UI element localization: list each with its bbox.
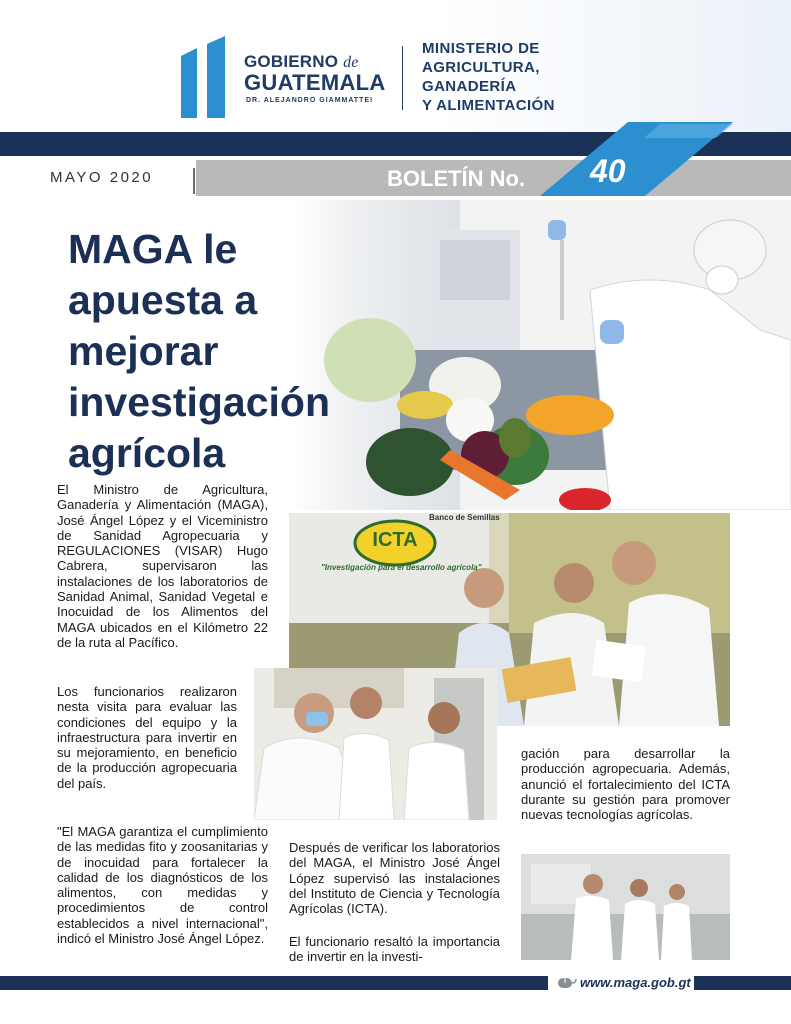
title-line-2: apuesta a: [68, 277, 258, 323]
gobierno-de: de: [343, 54, 359, 71]
bulletin-date: MAYO 2020: [50, 169, 154, 186]
lab-inspection-photo: [254, 668, 497, 820]
icta-tagline: "Investigación para el desarrollo agrícola": [321, 563, 482, 572]
article-paragraph-4: Después de verificar los laboratorios del MAGA, el Ministro José Ángel López supervisó las instalaciones del Instituto de Ciencia y Tecnología Agrícolas (ICTA).: [289, 840, 500, 917]
title-line-1: MAGA le: [68, 226, 238, 272]
icta-building-sign: Banco de Semillas: [429, 513, 500, 522]
mouse-icon: [557, 975, 577, 991]
ministry-line-4: Y ALIMENTACIÓN: [422, 97, 555, 114]
title-line-4: investigación: [68, 379, 331, 425]
bulletin-number: 40: [590, 153, 626, 189]
icta-sign: ICTA: [372, 529, 418, 551]
ministry-line-3: GANADERÍA: [422, 78, 517, 95]
bulletin-number-tab: [0, 0, 791, 200]
article-title: [68, 224, 428, 479]
article-paragraph-1: El Ministro de Agricultura, Ganadería y Alimentación (MAGA), José Ángel López y el Viceministro de Sanidad Agropecuaria y REGULACIONES (VISAR) Hugo Cabrera, supervisaron las instalaciones de los laboratorios de Sanidad Animal, Sanidad Vegetal e Inocuidad de los Alimentos del MAGA ubicados en el Kilómetro 22 de la ruta al Pacífico.: [57, 482, 268, 650]
title-line-3: mejorar: [68, 328, 219, 374]
title-line-5: agrícola: [68, 430, 226, 476]
article-paragraph-2: Los funcionarios realizaron nesta visita para evaluar las condiciones del equipo y la infraestructura para invertir en su mejoramiento, en beneficio de la producción agropecuaria del país.: [57, 684, 237, 791]
article-paragraph-3: "El MAGA garantiza el cumplimiento de las medidas fito y zoosanitarias y de inocuidad para fortalecer la calidad de los diagnósticos de los alimentos, con medidas y procedimientos de control establecidos a nivel internacional", indicó el Ministro José Ángel López.: [57, 824, 268, 947]
ministry-line-2: AGRICULTURA,: [422, 59, 540, 76]
footer-band: [0, 976, 548, 990]
ministry-line-1: MINISTERIO DE: [422, 40, 540, 57]
footer-band-right: [694, 976, 791, 990]
article-paragraph-5: El funcionario resaltó la importancia de invertir en la investi-: [289, 934, 500, 965]
article-paragraph-6: gación para desarrollar la producción agropecuaria. Además, anunció el fortalecimiento del ICTA durante su gestión para promover nuevas tecnologías agrícolas.: [521, 746, 730, 823]
president-label: DR. ALEJANDRO GIAMMATTEI: [246, 97, 374, 104]
lab-small-photo: [521, 854, 730, 960]
guatemala-label: GUATEMALA: [244, 70, 386, 95]
bulletin-label: BOLETÍN No.: [387, 166, 526, 191]
website-link[interactable]: www.maga.gob.gt: [580, 975, 691, 990]
gobierno-label: GOBIERNO de: [244, 52, 359, 71]
